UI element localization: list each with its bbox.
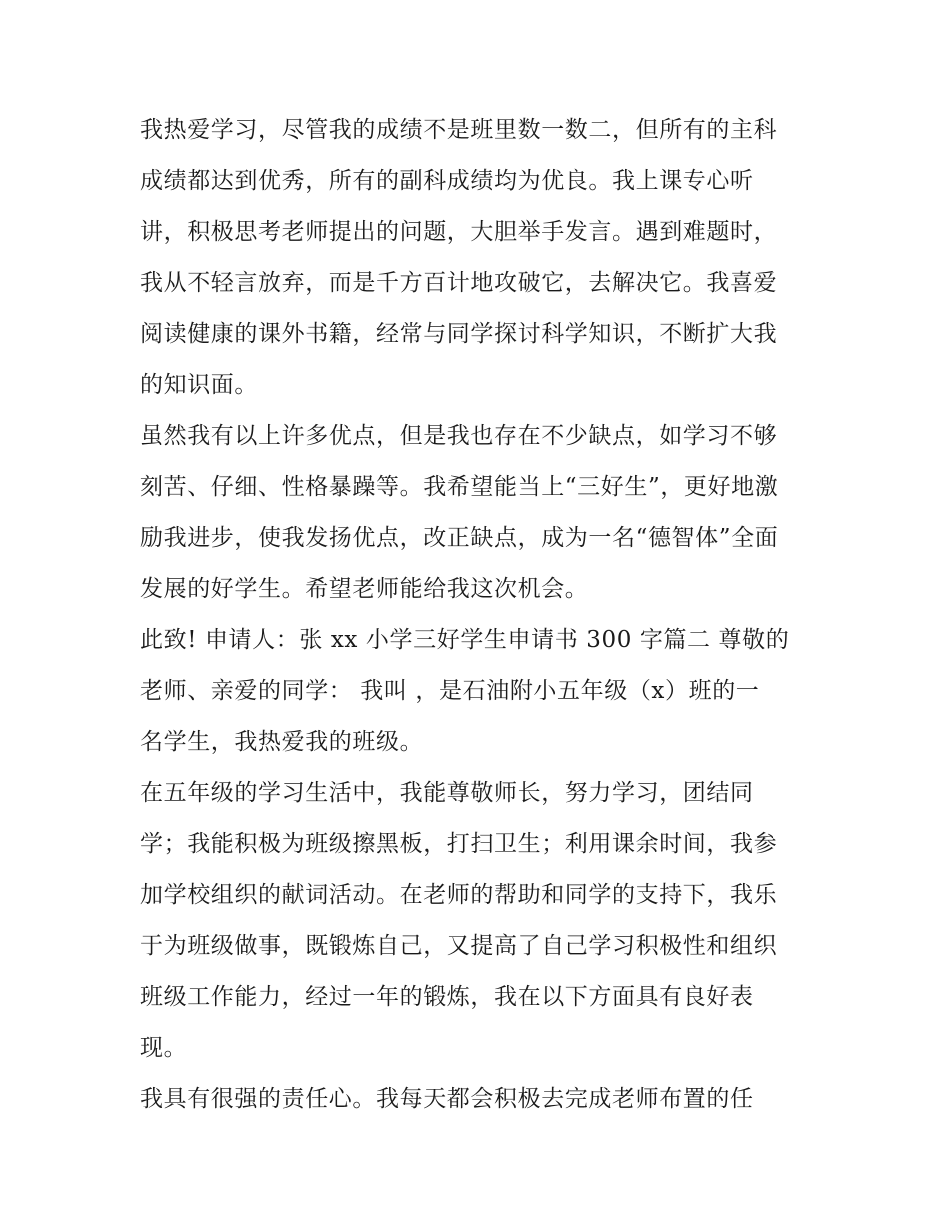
text-line: 老师、亲爱的同学： 我叫 ，是石油附小五年级（x）班的一 [140, 678, 760, 704]
text-line: 于为班级做事，既锻炼自己，又提高了自己学习积极性和组织 [140, 933, 778, 959]
text-line: 阅读健康的课外书籍，经常与同学探讨科学知识，不断扩大我 [140, 321, 778, 347]
text-line: 成绩都达到优秀，所有的副科成绩均为优良。我上课专心听 [140, 168, 754, 194]
paragraph [140, 105, 820, 411]
paragraph [140, 1074, 820, 1125]
text-line: 励我进步，使我发扬优点，改正缺点，成为一名“德智体”全面 [140, 525, 779, 551]
text-line: 在五年级的学习生活中，我能尊敬师长，努力学习，团结同 [140, 780, 754, 806]
document-body [140, 105, 820, 1125]
text-line: 此致! 申请人：张 xx 小学三好学生申请书 300 字篇二 尊敬的 [140, 627, 790, 653]
paragraph [140, 615, 820, 768]
text-line: 我从不轻言放弃，而是千方百计地攻破它，去解决它。我喜爱 [140, 270, 778, 296]
text-line: 现。 [140, 1035, 188, 1061]
text-line: 刻苦、仔细、性格暴躁等。我希望能当上“三好生”，更好地激 [140, 474, 779, 500]
text-line: 我热爱学习，尽管我的成绩不是班里数一数二，但所有的主科 [140, 117, 778, 143]
text-line: 学；我能积极为班级擦黑板，打扫卫生；利用课余时间，我参 [140, 831, 778, 857]
text-line: 班级工作能力，经过一年的锻炼，我在以下方面具有良好表 [140, 984, 754, 1010]
text-line: 加学校组织的献词活动。在老师的帮助和同学的支持下，我乐 [140, 882, 778, 908]
text-line: 我具有很强的责任心。我每天都会积极去完成老师布置的任 [140, 1086, 754, 1112]
text-line: 讲，积极思考老师提出的问题，大胆举手发言。遇到难题时， [140, 219, 778, 245]
text-line: 发展的好学生。希望老师能给我这次机会。 [140, 576, 589, 602]
paragraph [140, 768, 820, 1074]
paragraph [140, 411, 820, 615]
text-line: 名学生，我热爱我的班级。 [140, 729, 424, 755]
text-line: 的知识面。 [140, 372, 258, 398]
text-line: 虽然我有以上许多优点，但是我也存在不少缺点，如学习不够 [140, 423, 778, 449]
